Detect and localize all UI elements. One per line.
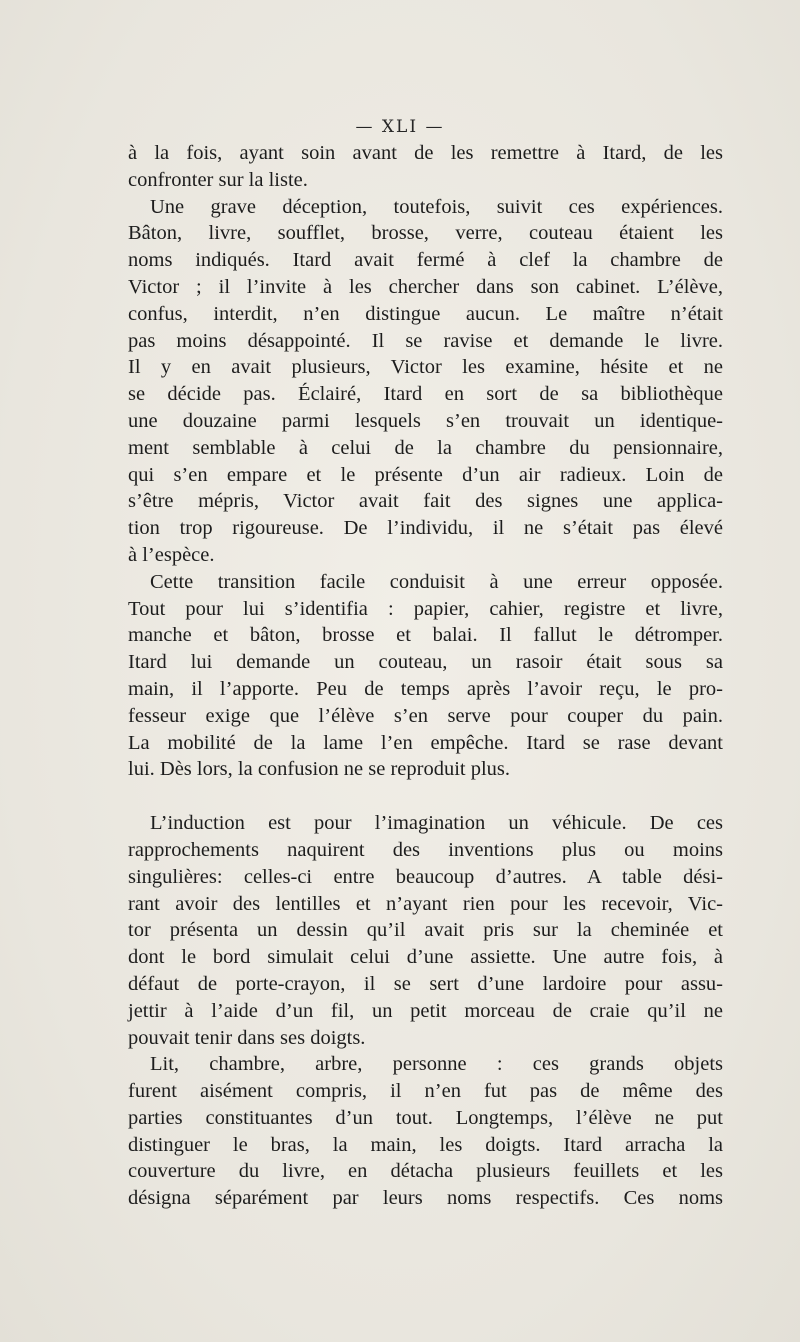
text-line: rant avoir des lentilles et n’ayant rien pour les recevoir, Vic- bbox=[128, 892, 723, 915]
text-line: Il y en avait plusieurs, Victor les examine, hésite et ne bbox=[128, 356, 723, 379]
text-line: singulières: celles-ci entre beaucoup d’autres. A table dési- bbox=[128, 865, 723, 888]
paragraph-5 bbox=[128, 1051, 723, 1212]
paragraph-4 bbox=[128, 810, 723, 1051]
text-line: parties constituantes d’un tout. Longtemps, l’élève ne put bbox=[128, 1106, 723, 1129]
paragraph-spacer bbox=[128, 783, 723, 810]
paragraph-1 bbox=[128, 140, 723, 194]
text-line: manche et bâton, brosse et balai. Il fallut le détromper. bbox=[128, 624, 723, 647]
text-line: se décide pas. Éclairé, Itard en sort de sa bibliothèque bbox=[128, 383, 723, 406]
text-line: tor présenta un dessin qu’il avait pris sur la cheminée et bbox=[128, 919, 723, 942]
text-line: confus, interdit, n’en distingue aucun. Le maître n’était bbox=[128, 302, 723, 325]
text-line: main, il l’apporte. Peu de temps après l’avoir reçu, le pro- bbox=[128, 677, 723, 700]
text-line: fesseur exige que l’élève s’en serve pour couper du pain. bbox=[128, 704, 723, 727]
body-text bbox=[128, 140, 723, 1212]
text-line: tion trop rigoureuse. De l’individu, il ne s’était pas élevé bbox=[128, 517, 723, 540]
text-line: pas moins désappointé. Il se ravise et demande le livre. bbox=[128, 329, 723, 352]
text-line: à la fois, ayant soin avant de les remettre à Itard, de les bbox=[128, 142, 723, 164]
text-line: confronter sur la liste. bbox=[128, 168, 308, 191]
text-line: La mobilité de la lame l’en empêche. Itard se rase devant bbox=[128, 731, 723, 754]
text-line: L’induction est pour l’imagination un véhicule. De ces bbox=[150, 812, 723, 835]
text-line: Victor ; il l’invite à les chercher dans son cabinet. L’élève, bbox=[128, 275, 723, 298]
text-line: qui s’en empare et le présente d’un air radieux. Loin de bbox=[128, 463, 723, 486]
text-line: ment semblable à celui de la chambre du pensionnaire, bbox=[128, 436, 723, 459]
paragraph-3 bbox=[128, 569, 723, 783]
text-line: couverture du livre, en détacha plusieurs feuillets et les bbox=[128, 1160, 723, 1183]
paragraph-2 bbox=[128, 194, 723, 569]
page-number-header: — XLI — bbox=[355, 117, 445, 137]
text-line: rapprochements naquirent des inventions plus ou moins bbox=[128, 838, 723, 861]
text-line: Une grave déception, toutefois, suivit ces expériences. bbox=[150, 195, 723, 218]
text-line: Itard lui demande un couteau, un rasoir était sous sa bbox=[128, 651, 723, 674]
text-line: à l’espèce. bbox=[128, 543, 215, 566]
text-line: dont le bord simulait celui d’une assiette. Une autre fois, à bbox=[128, 946, 723, 969]
text-line: pouvait tenir dans ses doigts. bbox=[128, 1026, 366, 1049]
text-line: distinguer le bras, la main, les doigts. Itard arracha la bbox=[128, 1133, 723, 1156]
text-line: furent aisément compris, il n’en fut pas de même des bbox=[128, 1080, 723, 1103]
text-line: une douzaine parmi lesquels s’en trouvait un identique- bbox=[128, 409, 723, 432]
text-line: jettir à l’aide d’un fil, un petit morceau de craie qu’il ne bbox=[128, 999, 723, 1022]
text-line: Bâton, livre, soufflet, brosse, verre, couteau étaient les bbox=[128, 222, 723, 245]
text-line: Lit, chambre, arbre, personne : ces grands objets bbox=[150, 1053, 723, 1076]
text-line: désigna séparément par leurs noms respectifs. Ces noms bbox=[128, 1187, 723, 1210]
text-line: Cette transition facile conduisit à une erreur opposée. bbox=[150, 570, 723, 593]
text-line: noms indiqués. Itard avait fermé à clef la chambre de bbox=[128, 249, 723, 272]
text-line: s’être mépris, Victor avait fait des signes une applica- bbox=[128, 490, 723, 513]
text-line: Tout pour lui s’identifia : papier, cahier, registre et livre, bbox=[128, 597, 723, 620]
text-line: défaut de porte-crayon, il se sert d’une lardoire pour assu- bbox=[128, 972, 723, 995]
text-line: lui. Dès lors, la confusion ne se reproduit plus. bbox=[128, 758, 511, 781]
